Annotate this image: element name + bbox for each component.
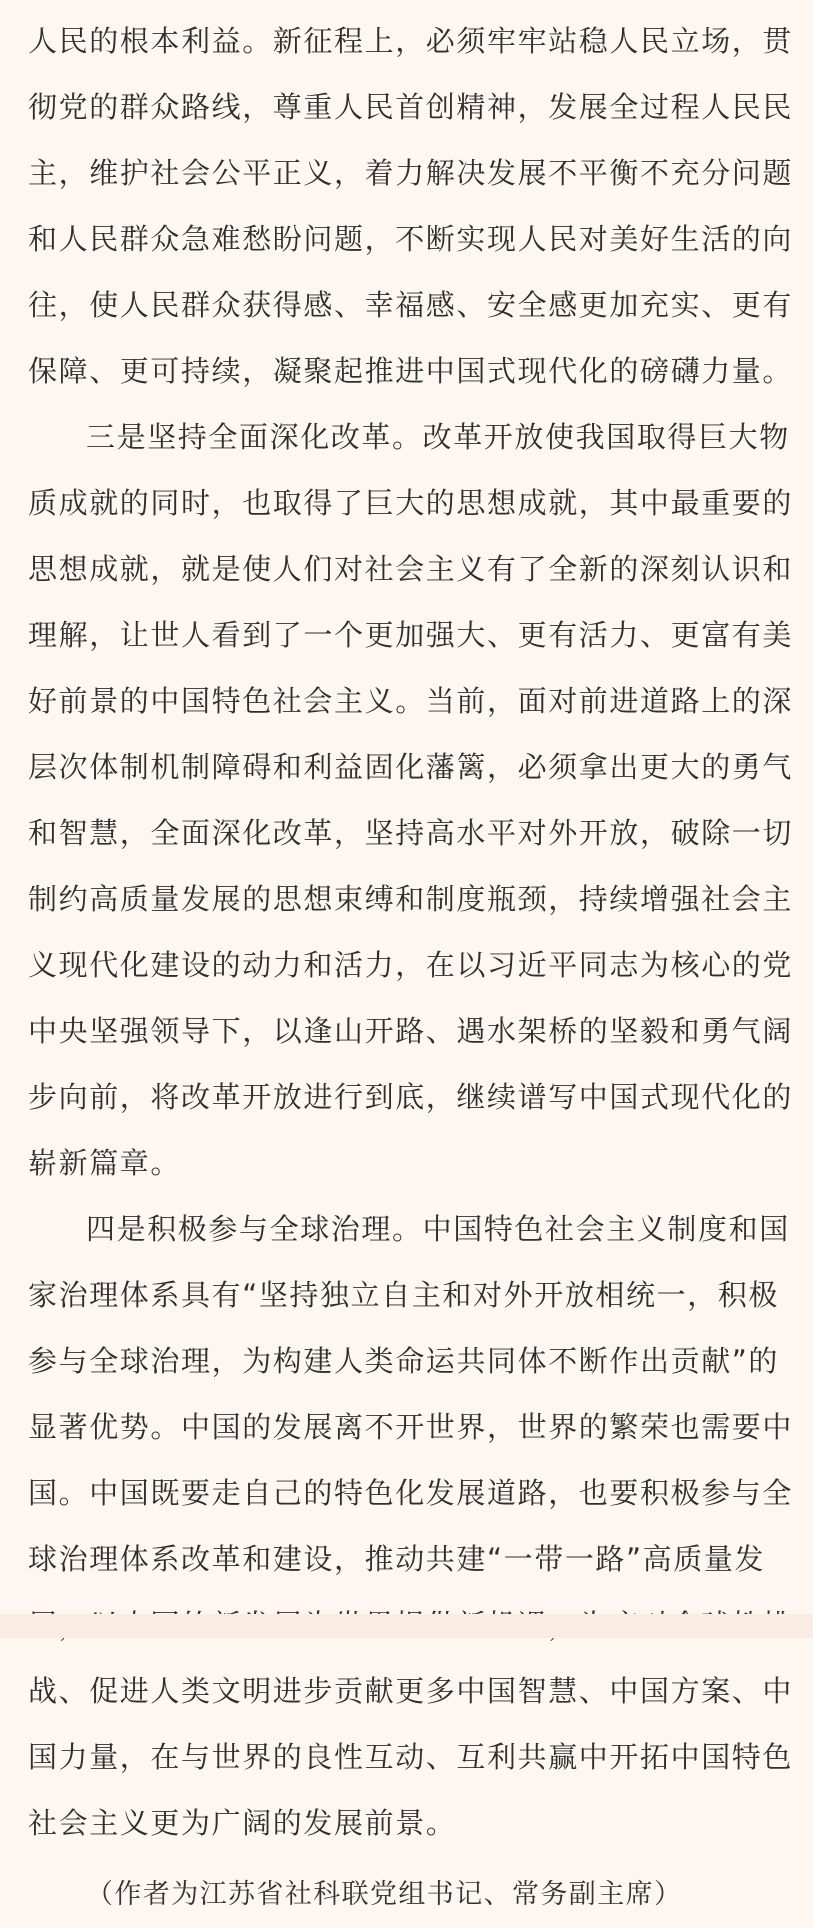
text-line: 国。中国既要走自己的特色化发展道路，也要积极参与全: [28, 1476, 794, 1510]
text-line: 显著优势。中国的发展离不开世界，世界的繁荣也需要中: [28, 1410, 794, 1444]
text-line: 保障、更可持续，凝聚起推进中国式现代化的磅礴力量。: [28, 354, 794, 388]
text-line: 球治理体系改革和建设，推动共建“一带一路”高质量发: [28, 1542, 766, 1576]
paragraph-people-interests: [0, 8, 813, 404]
author-byline: （作者为江苏省社科联党组书记、常务副主席）: [86, 1879, 683, 1910]
text-line: 制约高质量发展的思想束缚和制度瓶颈，持续增强社会主: [28, 882, 794, 916]
text-line: 参与全球治理，为构建人类命运共同体不断作出贡献”的: [28, 1344, 780, 1378]
text-line: 理解，让世人看到了一个更加强大、更有活力、更富有美: [28, 618, 794, 652]
text-line: 国力量，在与世界的良性互动、互利共赢中开拓中国特色: [28, 1740, 794, 1774]
text-line: 往，使人民群众获得感、幸福感、安全感更加充实、更有: [28, 288, 794, 322]
text-line: 四是积极参与全球治理。中国特色社会主义制度和国: [86, 1212, 790, 1246]
text-line: 质成就的同时，也取得了巨大的思想成就，其中最重要的: [28, 486, 794, 520]
text-line: 步向前，将改革开放进行到底，继续谱写中国式现代化的: [28, 1080, 794, 1114]
text-line: 思想成就，就是使人们对社会主义有了全新的深刻认识和: [28, 552, 794, 586]
text-line: 和人民群众急难愁盼问题，不断实现人民对美好生活的向: [28, 222, 794, 256]
text-line: 战、促进人类文明进步贡献更多中国智慧、中国方案、中: [28, 1674, 794, 1708]
paragraph-global-governance: [0, 1196, 813, 1856]
paragraph-deepen-reform: [0, 404, 813, 1196]
text-line: 好前景的中国特色社会主义。当前，面对前进道路上的深: [28, 684, 794, 718]
text-line: 崭新篇章。: [28, 1146, 182, 1180]
bottom-divider: [0, 1614, 813, 1638]
text-line: 主，维护社会公平正义，着力解决发展不平衡不充分问题: [28, 156, 794, 190]
text-line: 人民的根本利益。新征程上，必须牢牢站稳人民立场，贯: [28, 24, 794, 58]
text-line: 层次体制机制障碍和利益固化藩篱，必须拿出更大的勇气: [28, 750, 794, 784]
text-line: 社会主义更为广阔的发展前景。: [28, 1806, 457, 1840]
text-line: 中央坚强领导下，以逢山开路、遇水架桥的坚毅和勇气阔: [28, 1014, 794, 1048]
text-line: 家治理体系具有“坚持独立自主和对外开放相统一，积极: [28, 1278, 780, 1312]
text-line: 彻党的群众路线，尊重人民首创精神，发展全过程人民民: [28, 90, 794, 124]
text-line: 和智慧，全面深化改革，坚持高水平对外开放，破除一切: [28, 816, 794, 850]
text-line: 义现代化建设的动力和活力，在以习近平同志为核心的党: [28, 948, 794, 982]
text-line: 三是坚持全面深化改革。改革开放使我国取得巨大物: [86, 420, 790, 454]
